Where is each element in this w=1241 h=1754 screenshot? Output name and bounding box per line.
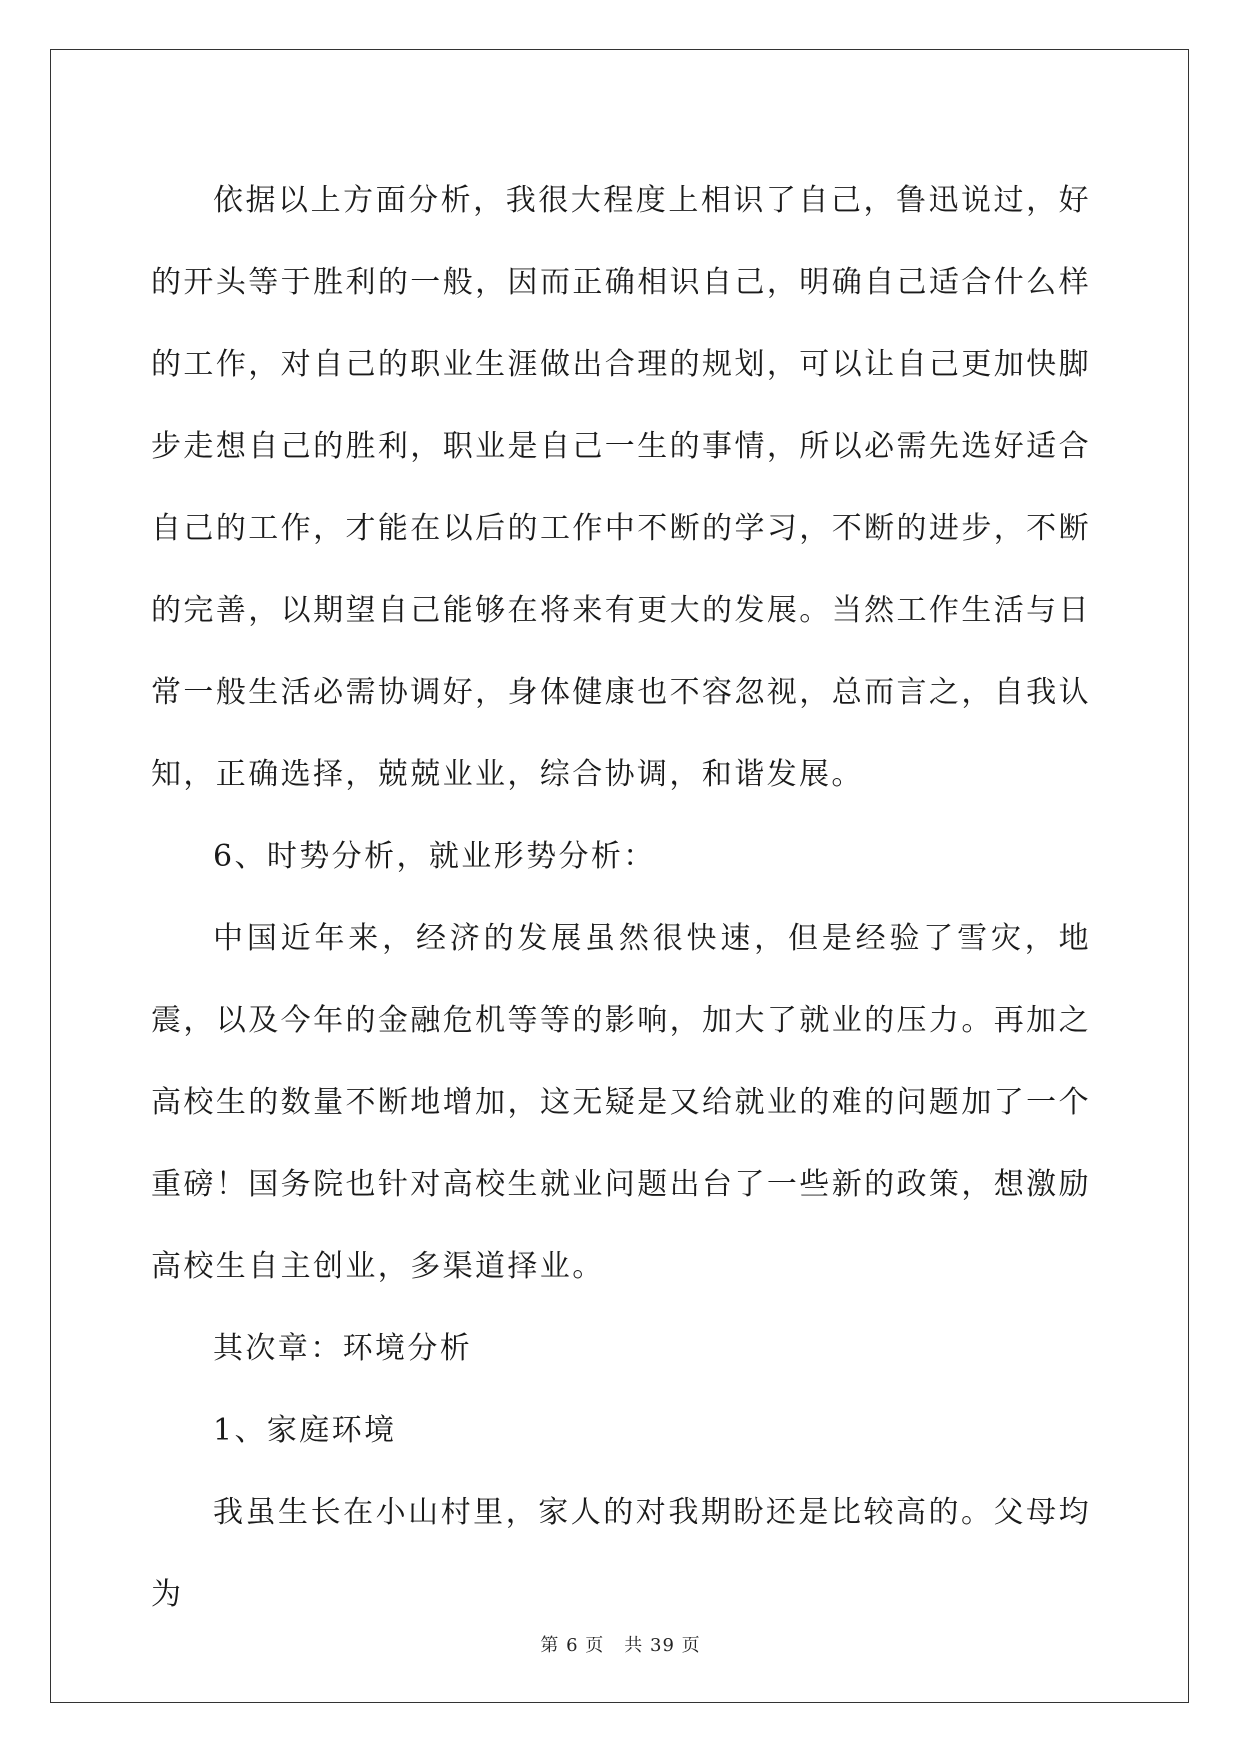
heading-chapter-environment: 其次章：环境分析: [213, 1331, 473, 1366]
page-total: 共 39 页: [624, 1635, 701, 1656]
paragraph-economy: 中国近年来，经济的发展虽然很快速，但是经验了雪灾，地震，以及今年的金融危机等等的影响，加大了就业的压力。再加之高校生的数量不断地增加，这无疑是又给就业的难的问题加了一个重磅！国务院也针对高校生就业问题出台了一些新的政策，想激励高校生自主创业，多渠道择业。: [151, 921, 1091, 1284]
paragraph-self-analysis: 依据以上方面分析，我很大程度上相识了自己，鲁迅说过，好的开头等于胜利的一般，因而正确相识自己，明确自己适合什么样的工作，对自己的职业生涯做出合理的规划，可以让自己更加快脚步走想自己的胜利，职业是自己一生的事情，所以必需先选好适合自己的工作，才能在以后的工作中不断的学习，不断的进步，不断的完善，以期望自己能够在将来有更大的发展。当然工作生活与日常一般生活必需协调好，身体健康也不容忽视，总而言之，自我认知，正确选择，兢兢业业，综合协调，和谐发展。: [151, 183, 1091, 792]
paragraph-family: 我虽生长在小山村里，家人的对我期盼还是比较高的。父母均为: [151, 1495, 1091, 1612]
page-number: 第 6 页: [540, 1635, 605, 1656]
heading-employment-situation: 6、时势分析，就业形势分析：: [213, 839, 656, 874]
document-body: [151, 160, 1091, 1636]
page-footer: [0, 1631, 1241, 1657]
heading-family-environment: 1、家庭环境: [213, 1413, 397, 1448]
